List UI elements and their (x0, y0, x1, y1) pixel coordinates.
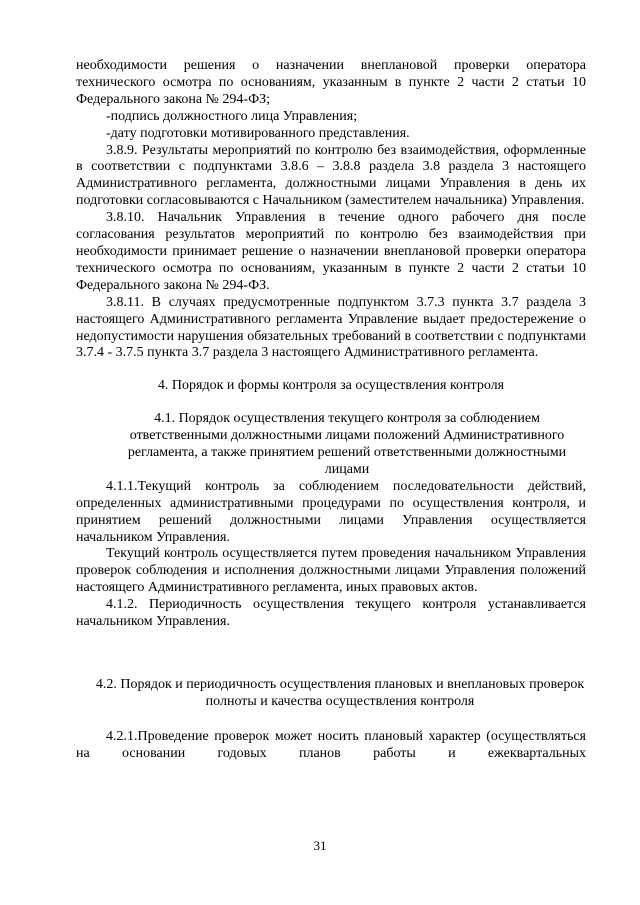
paragraph-3-8-9: 3.8.9. Результаты мероприятий по контролю без взаимодействия, оформленные в соответствии с подпунктами 3.8.6 – 3.8.8 раздела 3.8 раздела 3 настоящего Административного регламента, должностными лицами Управления в день их подготовки согласовываются с Начальником (заместителем начальника) Управления. (76, 142, 586, 209)
paragraph-3-8-10: 3.8.10. Начальник Управления в течение одного рабочего дня после согласования результатов мероприятий по контролю без взаимодействия при необходимости принимает решение о назначении внеплановой проверки оператора технического осмотра по основаниям, указанным в пункте 2 части 2 статьи 10 Федерального закона № 294-ФЗ. (76, 210, 586, 293)
paragraph-4-1-2: 4.1.2. Периодичность осуществления текущего контроля устанавливается начальником Управления. (76, 597, 586, 630)
paragraph-4-1-1-control: Текущий контроль осуществляется путем проведения начальником Управления проверок соблюдения и исполнения должностными лицами Управления положений настоящего Административного регламента, иных правовых актов. (76, 546, 586, 596)
page-number: 31 (313, 838, 327, 853)
subsection-heading-4-2: 4.2. Порядок и периодичность осуществления плановых и внеплановых проверок полноты и качества осуществления контроля (95, 677, 585, 709)
section-heading-4: 4. Порядок и формы контроля за осуществления контроля (157, 378, 505, 394)
paragraph-4-1-1: 4.1.1.Текущий контроль за соблюдением последовательности действий, определенных административными процедурами по осуществления контроля, и принятием решений должностными лицами Управления осуществляется начальником Управления. (76, 478, 586, 545)
paragraph-3-8-11: 3.8.11. В случаях предусмотренные подпунктом 3.7.3 пункта 3.7 раздела 3 настоящего Административного регламента Управление выдает предостережение о недопустимости нарушения обязательных требований в соответствии с подпунктами 3.7.4 - 3.7.5 пункта 3.7 раздела 3 настоящего Административного регламента. (76, 294, 586, 361)
paragraph-4-2-1: 4.2.1.Проведение проверок может носить плановый характер (осуществляться на основании годовых планов работы и ежеквартальных (76, 728, 586, 761)
paragraph-continuation: необходимости решения о назначении внеплановой проверки оператора технического осмотра по основаниям, указанным в пункте 2 части 2 статьи 10 Федерального закона № 294-ФЗ; (76, 58, 586, 107)
subsection-heading-4-1: 4.1. Порядок осуществления текущего контроля за соблюдением ответственными должностными лицами положений Административного регламента, а также принятием решений ответственными должностными лицами (127, 411, 567, 477)
list-item-date: -дату подготовки мотивированного представления. (106, 125, 410, 141)
document-page (76, 58, 586, 763)
list-item-signature: -подпись должностного лица Управления; (106, 108, 358, 124)
